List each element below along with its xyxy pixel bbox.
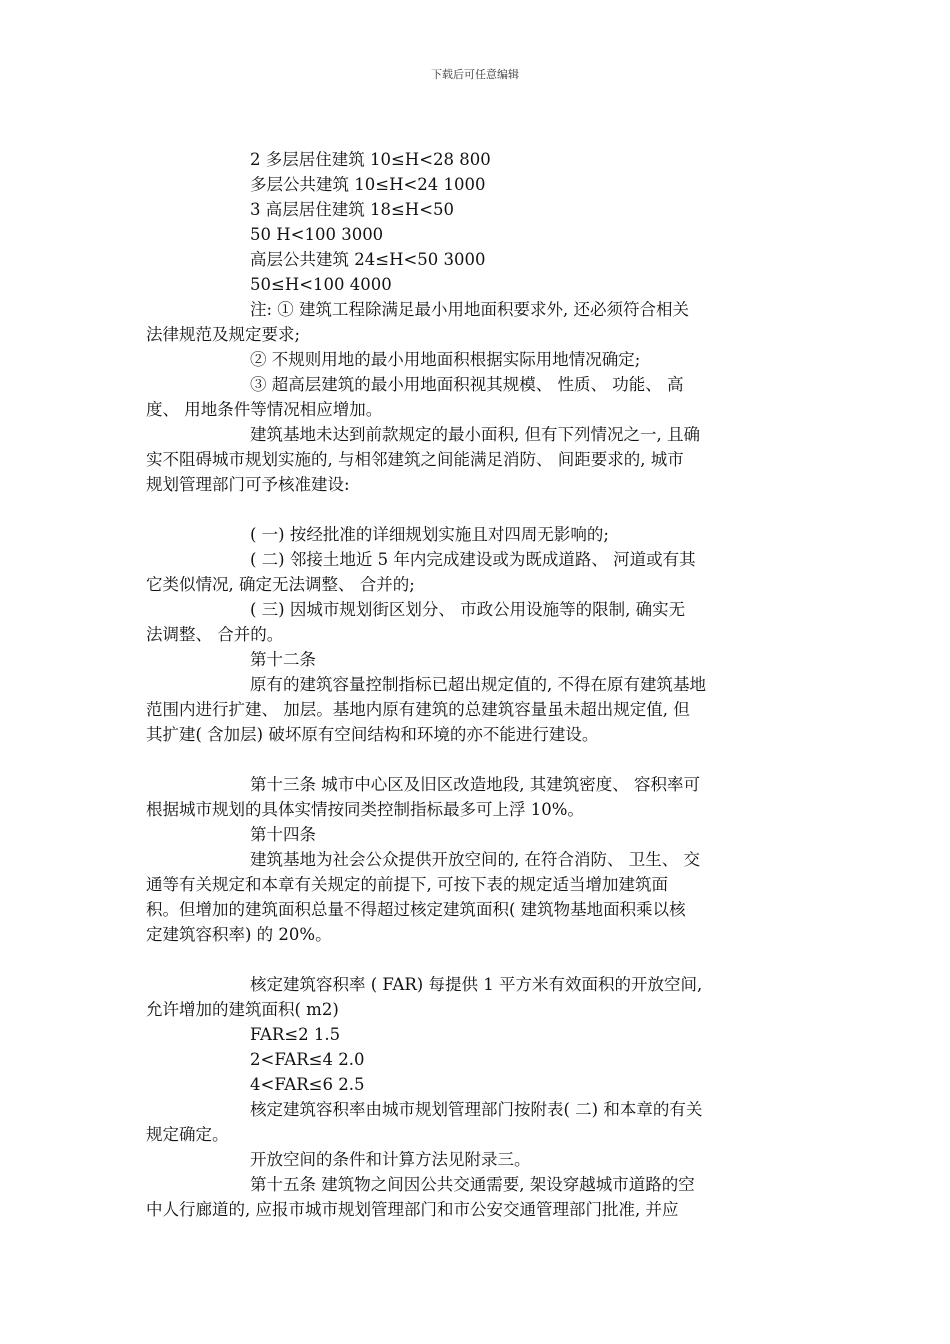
article-12-line-3: 其扩建( 含加层) 破坏原有空间结构和环境的亦不能进行建设。 bbox=[146, 725, 599, 744]
table-row-multi-public: 多层公共建筑 10≤H<24 1000 bbox=[250, 175, 486, 194]
table-row-high-residential: 3 高层居住建筑 18≤H<50 bbox=[250, 200, 455, 219]
note-1-line-1: 注: ① 建筑工程除满足最小用地面积要求外, 还必须符合相关 bbox=[250, 300, 690, 319]
article-12-heading: 第十二条 bbox=[250, 650, 316, 669]
table-row-high-residential-2: 50 H<100 3000 bbox=[250, 225, 384, 244]
note-3-line-2: 度、 用地条件等情况相应增加。 bbox=[146, 400, 383, 419]
list-item-2-line-1: ( 二) 邻接土地近 5 年内完成建设或为既成道路、 河道或有其 bbox=[250, 550, 696, 569]
document-body bbox=[146, 147, 786, 1222]
blank-line bbox=[146, 747, 786, 772]
article-13-line-2: 根据城市规划的具体实情按同类控制指标最多可上浮 10%。 bbox=[146, 800, 584, 819]
list-item-2-line-2: 它类似情况, 确定无法调整、 合并的; bbox=[146, 575, 415, 594]
far-table-row-3: 4<FAR≤6 2.5 bbox=[250, 1075, 365, 1094]
paragraph-base-line-1: 建筑基地未达到前款规定的最小面积, 但有下列情况之一, 且确 bbox=[250, 425, 700, 444]
far-note-line-2: 规定确定。 bbox=[146, 1125, 229, 1144]
list-item-1: ( 一) 按经批准的详细规划实施且对四周无影响的; bbox=[250, 525, 609, 544]
article-12-line-1: 原有的建筑容量控制指标已超出规定值的, 不得在原有建筑基地 bbox=[250, 675, 706, 694]
far-table-header-line-2: 允许增加的建筑面积( m2) bbox=[146, 1000, 339, 1019]
table-row-high-public: 高层公共建筑 24≤H<50 3000 bbox=[250, 250, 486, 269]
article-15-line-2: 中人行廊道的, 应报市城市规划管理部门和市公安交通管理部门批准, 并应 bbox=[146, 1200, 679, 1219]
far-table-row-2: 2<FAR≤4 2.0 bbox=[250, 1050, 365, 1069]
list-item-3-line-2: 法调整、 合并的。 bbox=[146, 625, 284, 644]
article-14-heading: 第十四条 bbox=[250, 825, 316, 844]
blank-line bbox=[146, 947, 786, 972]
note-3-line-1: ③ 超高层建筑的最小用地面积视其规模、 性质、 功能、 高 bbox=[250, 375, 684, 394]
page-header: 下载后可任意编辑 bbox=[431, 68, 519, 81]
table-row-high-public-2: 50≤H<100 4000 bbox=[250, 275, 392, 294]
paragraph-base-line-3: 规划管理部门可予核准建设: bbox=[146, 475, 350, 494]
article-14-line-1: 建筑基地为社会公众提供开放空间的, 在符合消防、 卫生、 交 bbox=[250, 850, 700, 869]
article-14-line-4: 定建筑容积率) 的 20%。 bbox=[146, 925, 332, 944]
article-12-line-2: 范围内进行扩建、 加层。基地内原有建筑的总建筑容量虽未超出规定值, 但 bbox=[146, 700, 690, 719]
table-row-multi-residential: 2 多层居住建筑 10≤H<28 800 bbox=[250, 150, 491, 169]
far-table-row-1: FAR≤2 1.5 bbox=[250, 1025, 341, 1044]
list-item-3-line-1: ( 三) 因城市规划街区划分、 市政公用设施等的限制, 确实无 bbox=[250, 600, 686, 619]
article-13-line-1: 第十三条 城市中心区及旧区改造地段, 其建筑密度、 容积率可 bbox=[250, 775, 700, 794]
article-15-line-1: 第十五条 建筑物之间因公共交通需要, 架设穿越城市道路的空 bbox=[250, 1175, 695, 1194]
article-14-line-3: 积。但增加的建筑面积总量不得超过核定建筑面积( 建筑物基地面积乘以核 bbox=[146, 900, 686, 919]
far-table-header-line-1: 核定建筑容积率 ( FAR) 每提供 1 平方米有效面积的开放空间, bbox=[250, 975, 703, 994]
open-space-note: 开放空间的条件和计算方法见附录三。 bbox=[250, 1150, 531, 1169]
note-1-line-2: 法律规范及规定要求; bbox=[146, 325, 301, 344]
blank-line bbox=[146, 497, 786, 522]
note-2: ② 不规则用地的最小用地面积根据实际用地情况确定; bbox=[250, 350, 641, 369]
paragraph-base-line-2: 实不阻碍城市规划实施的, 与相邻建筑之间能满足消防、 间距要求的, 城市 bbox=[146, 450, 684, 469]
article-14-line-2: 通等有关规定和本章有关规定的前提下, 可按下表的规定适当增加建筑面 bbox=[146, 875, 668, 894]
far-note-line-1: 核定建筑容积率由城市规划管理部门按附表( 二) 和本章的有关 bbox=[250, 1100, 703, 1119]
